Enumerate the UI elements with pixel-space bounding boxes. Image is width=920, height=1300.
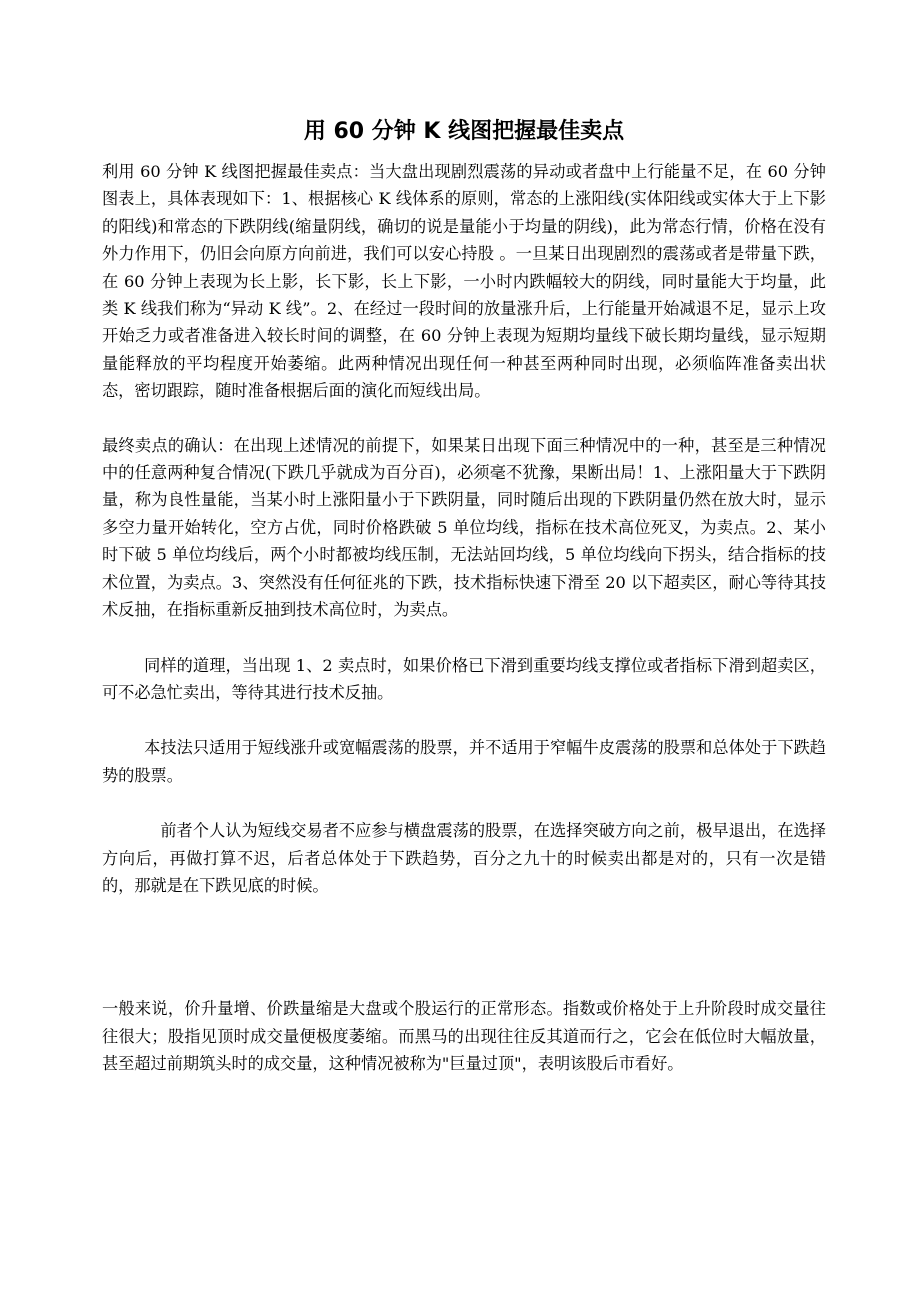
paragraph-same-reason: 同样的道理，当出现 1、2 卖点时，如果价格已下滑到重要均线支撑位或者指标下滑到超卖区，可不必急忙卖出，等待其进行技术反抽。 — [102, 655, 826, 702]
paragraph-former-latter: 前者个人认为短线交易者不应参与横盘震荡的股票，在选择突破方向之前，极早退出，在选择方向后，再做打算不迟，后者总体处于下跌趋势，百分之九十的时候卖出都是对的，只有一次是错的，那就是在下跌见底的时候。 — [102, 821, 826, 895]
document-page — [102, 112, 826, 1078]
paragraph-spacer — [102, 405, 826, 432]
paragraph-spacer — [102, 789, 826, 817]
paragraph-confirmation: 最终卖点的确认：在出现上述情况的前提下，如果某日出现下面三种情况中的一种，甚至是三种情况中的任意两种复合情况(下跌几乎就成为百分百)，必须毫不犹豫，果断出局！1、上涨阳量大于下跌阴量，称为良性量能，当某小时上涨阳量小于下跌阴量，同时随后出现的下跌阴量仍然在放大时，显示多空力量开始转化，空方占优，同时价格跌破 5 单位均线，指标在技术高位死叉，为卖点。2、某小时下破 5 单位均线后，两个小时都被均线压制，无法站回均线，5 单位均线向下拐头，结合指标的技术位置，为卖点。3、突然没有任何征兆的下跌，技术指标快速下滑至 20 以下超卖区，耐心等待其技术反抽，在指标重新反抽到技术高位时，为卖点。 — [102, 435, 826, 620]
paragraph-spacer — [102, 624, 826, 652]
paragraph-intro: 利用 60 分钟 K 线图把握最佳卖点：当大盘出现剧烈震荡的异动或者盘中上行能量不足，在 60 分钟图表上，具体表现如下：1、根据核心 K 线体系的原则，常态的上涨阳线(实体阳线或实体大于上下影的阳线)和常态的下跌阴线(缩量阴线，确切的说是量能小于均量的阴线)，此为常态行情，价格在没有外力作用下，仍旧会向原方向前进，我们可以安心持股 。一旦某日出现剧烈的震荡或者是带量下跌，在 60 分钟上表现为长上影，长下影，长上下影，一小时内跌幅较大的阴线，同时量能大于均量，此类 K 线我们称为“异动 K 线”。2、在经过一段时间的放量涨升后，上行能量开始减退不足，显示上攻开始乏力或者准备进入较长时间的调整，在 60 分钟上表现为短期均量线下破长期均量线，显示短期量能释放的平均程度开始萎缩。此两种情况出现任何一种甚至两种同时出现，必须临阵准备卖出状态，密切跟踪，随时准备根据后面的演化而短线出局。 — [102, 162, 826, 401]
paragraph-applicability: 本技法只适用于短线涨升或宽幅震荡的股票，并不适用于窄幅牛皮震荡的股票和总体处于下跌趋势的股票。 — [102, 738, 826, 785]
paragraph-volume-price: 一般来说，价升量增、价跌量缩是大盘或个股运行的正常形态。指数或价格处于上升阶段时成交量往往很大；股指见顶时成交量便极度萎缩。而黑马的出现往往反其道而行之，它会在低位时大幅放量，甚至超过前期筑头时的成交量，这种情况被称为"巨量过顶"，表明该股后市看好。 — [102, 999, 826, 1074]
paragraph-spacer — [102, 899, 826, 995]
document-title: 用 60 分钟 K 线图把握最佳卖点 — [303, 119, 625, 144]
paragraph-spacer — [102, 706, 826, 734]
